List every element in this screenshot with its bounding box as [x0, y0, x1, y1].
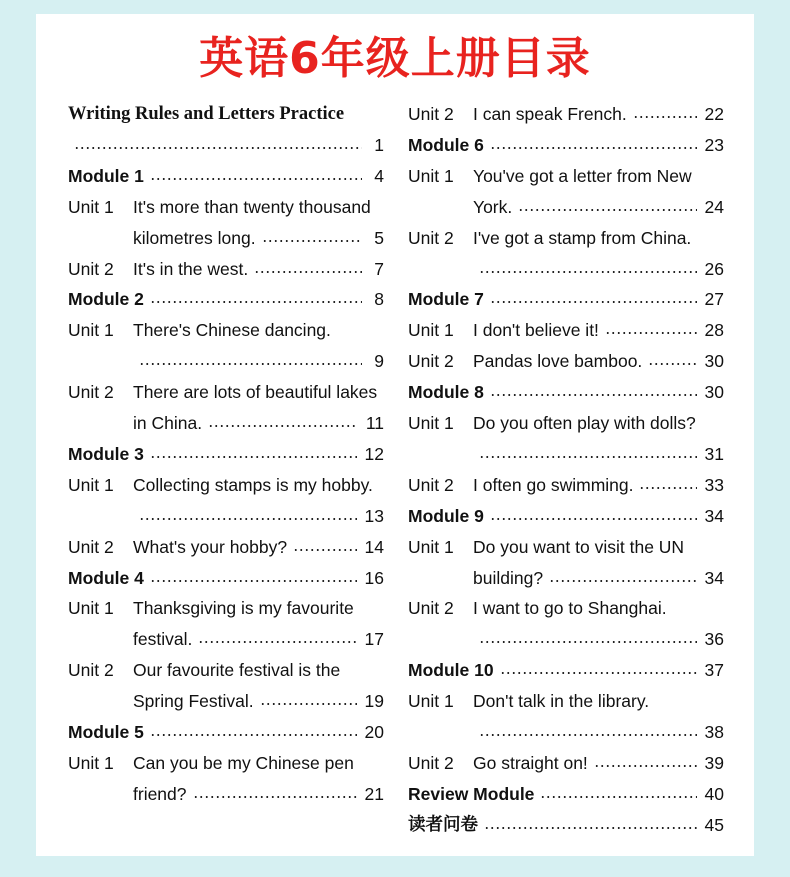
dot-leader	[150, 580, 357, 582]
toc-entry-module[interactable]	[408, 504, 724, 528]
unit-label: Unit 1	[68, 196, 114, 217]
page-number: 40	[704, 783, 724, 804]
module-label: Module 2	[68, 289, 144, 310]
page-number: 21	[364, 783, 384, 804]
unit-label: Unit 2	[408, 351, 454, 372]
dot-leader	[490, 394, 697, 396]
toc-entry-unit[interactable]	[68, 380, 384, 404]
dot-leader	[594, 765, 697, 767]
page-number: 11	[365, 413, 384, 433]
unit-label: Unit 1	[68, 598, 114, 619]
unit-title: It's more than twenty thousand	[133, 196, 371, 217]
page-number: 9	[374, 351, 384, 372]
dot-leader	[484, 827, 697, 829]
unit-title: building?	[473, 567, 544, 588]
toc-entry-unit[interactable]	[68, 627, 384, 651]
unit-title: in China.	[133, 413, 203, 433]
unit-title: There's Chinese dancing.	[133, 320, 331, 341]
unit-title: You've got a letter from New	[473, 165, 692, 186]
page-number: 20	[364, 722, 384, 742]
toc-entry-module[interactable]	[68, 720, 384, 744]
unit-label: Unit 2	[408, 227, 454, 248]
module-label: Module 6	[408, 134, 484, 155]
dot-leader	[260, 703, 357, 705]
page-number: 5	[374, 227, 384, 248]
page-number: 45	[704, 814, 724, 835]
toc-entry-unit[interactable]	[408, 318, 724, 342]
toc-entry-unit-page[interactable]	[408, 627, 724, 651]
unit-title: Can you be my Chinese pen	[133, 752, 354, 773]
dot-leader	[150, 734, 357, 736]
module-label: Module 8	[408, 382, 484, 403]
toc-entry-unit[interactable]	[68, 782, 384, 806]
unit-label: Unit 2	[408, 474, 454, 495]
page-number: 7	[374, 258, 384, 279]
dot-leader	[293, 549, 356, 551]
page-number: 30	[704, 351, 724, 372]
page-number: 33	[704, 474, 724, 495]
dot-leader	[139, 363, 362, 365]
dot-leader	[639, 487, 696, 489]
toc-entry-unit[interactable]	[408, 102, 724, 126]
toc-entry-unit[interactable]	[408, 473, 724, 497]
unit-label: Unit 2	[408, 598, 454, 619]
module-label: Module 5	[68, 722, 144, 742]
page-number: 30	[704, 382, 724, 403]
dot-leader	[490, 301, 697, 303]
unit-label: Unit 2	[68, 382, 114, 403]
module-label: Module 1	[68, 165, 144, 186]
unit-title: Do you often play with dolls?	[473, 413, 696, 433]
unit-title: I've got a stamp from China.	[473, 227, 692, 248]
unit-label: Unit 1	[408, 165, 454, 186]
module-label: 读者问卷	[408, 814, 478, 835]
toc-entry-writing-rules-page[interactable]	[68, 133, 384, 157]
unit-title: It's in the west.	[133, 258, 249, 279]
page-number: 34	[704, 567, 724, 588]
unit-title: Don't talk in the library.	[473, 691, 650, 712]
unit-label: Unit 2	[68, 536, 114, 557]
toc-entry-unit[interactable]	[408, 535, 724, 559]
unit-title: There are lots of beautiful lakes	[133, 382, 378, 403]
unit-title: York.	[473, 196, 513, 217]
page-number: 19	[364, 691, 384, 712]
page-number: 38	[704, 722, 724, 742]
toc-entry-unit[interactable]	[68, 257, 384, 281]
page-number: 8	[374, 289, 384, 310]
toc-entry-unit[interactable]	[408, 566, 724, 590]
dot-leader	[479, 271, 697, 273]
module-label: Module 9	[408, 505, 484, 526]
unit-title: What's your hobby?	[133, 536, 288, 557]
unit-label: Unit 1	[408, 320, 454, 341]
page-number: 12	[364, 443, 384, 464]
toc-entry-unit[interactable]	[408, 596, 724, 620]
toc-entry-unit[interactable]	[408, 411, 724, 435]
entry-title: Writing Rules and Letters Practice	[68, 104, 345, 124]
page-number: 16	[364, 567, 384, 588]
page-number: 13	[364, 505, 384, 526]
toc-entry-unit-page[interactable]	[408, 720, 724, 744]
unit-title: Go straight on!	[473, 752, 588, 773]
page-number: 28	[704, 320, 724, 341]
dot-leader	[605, 332, 697, 334]
toc-entry-module[interactable]	[408, 782, 724, 806]
page-number: 31	[704, 443, 724, 464]
dot-leader	[150, 301, 362, 303]
module-label: Module 7	[408, 289, 484, 310]
unit-title: Our favourite festival is the	[133, 660, 341, 681]
toc-entry-unit[interactable]	[68, 411, 384, 435]
toc-entry-module[interactable]	[408, 658, 724, 682]
toc-entry-unit-page[interactable]	[408, 442, 724, 466]
page-number: 4	[374, 165, 384, 186]
toc-entry-unit[interactable]	[68, 195, 384, 219]
dot-leader	[139, 518, 357, 520]
unit-title: Do you want to visit the UN	[473, 536, 685, 557]
toc-entry-unit[interactable]	[68, 751, 384, 775]
unit-title: I can speak French.	[473, 104, 627, 124]
toc-entry-module[interactable]	[68, 287, 384, 311]
dot-leader	[208, 425, 358, 427]
unit-title: kilometres long.	[133, 227, 256, 248]
page-number: 14	[364, 536, 384, 557]
toc-entry-unit[interactable]	[68, 318, 384, 342]
module-label: Module 3	[68, 443, 144, 464]
toc-entry-unit[interactable]	[68, 596, 384, 620]
unit-title: Pandas love bamboo.	[473, 351, 643, 372]
dot-leader	[193, 796, 357, 798]
toc-entry-unit[interactable]	[68, 658, 384, 682]
toc-entry-module[interactable]	[408, 133, 724, 157]
dot-leader	[500, 672, 697, 674]
dot-leader	[198, 641, 356, 643]
dot-leader	[540, 796, 696, 798]
toc-entry-unit[interactable]	[408, 195, 724, 219]
module-label: Review Module	[408, 783, 535, 804]
toc-entry-module[interactable]	[68, 442, 384, 466]
dot-leader	[490, 518, 697, 520]
toc-entry-unit[interactable]	[408, 349, 724, 373]
toc-entry-module[interactable]	[408, 380, 724, 404]
toc-entry-unit[interactable]	[408, 164, 724, 188]
dot-leader	[262, 240, 362, 242]
page-number: 17	[364, 629, 384, 650]
dot-leader	[479, 641, 697, 643]
unit-label: Unit 1	[68, 474, 114, 495]
page-number: 24	[704, 196, 724, 217]
toc-entry-module[interactable]	[68, 566, 384, 590]
page-number: 23	[704, 134, 724, 155]
unit-label: Unit 2	[68, 258, 114, 279]
unit-title: festival.	[133, 629, 193, 650]
unit-label: Unit 2	[408, 752, 454, 773]
page-number: 22	[704, 104, 724, 124]
dot-leader	[518, 209, 696, 211]
unit-title: Collecting stamps is my hobby.	[133, 474, 373, 495]
unit-label: Unit 2	[408, 104, 454, 124]
unit-title: I don't believe it!	[473, 320, 599, 341]
toc-entry-unit[interactable]	[408, 689, 724, 713]
dot-leader	[479, 734, 697, 736]
dot-leader	[648, 363, 696, 365]
page-number: 37	[704, 660, 724, 681]
dot-leader	[254, 271, 362, 273]
page-title: 英语6年级上册目录	[199, 33, 591, 84]
unit-label: Unit 1	[68, 320, 114, 341]
toc-entry-unit[interactable]	[68, 226, 384, 250]
dot-leader	[150, 178, 362, 180]
unit-label: Unit 1	[408, 691, 454, 712]
dot-leader	[549, 580, 696, 582]
toc-entry-writing-rules[interactable]	[68, 102, 384, 126]
unit-title: I want to go to Shanghai.	[473, 598, 667, 619]
toc-entry-unit[interactable]	[68, 689, 384, 713]
unit-label: Unit 1	[408, 413, 454, 433]
toc-entry-module[interactable]	[408, 813, 724, 837]
page-number: 26	[704, 258, 724, 279]
toc-entry-unit[interactable]	[408, 751, 724, 775]
unit-label: Unit 2	[68, 660, 114, 681]
unit-label: Unit 1	[68, 752, 114, 773]
toc-entry-module[interactable]	[408, 287, 724, 311]
toc-entry-unit-page[interactable]	[68, 504, 384, 528]
dot-leader	[490, 147, 697, 149]
dot-leader	[479, 456, 697, 458]
module-label: Module 4	[68, 567, 144, 588]
toc-entry-unit[interactable]	[68, 473, 384, 497]
page-number: 34	[704, 505, 724, 526]
toc-entry-unit-page[interactable]	[68, 349, 384, 373]
dot-leader	[150, 456, 357, 458]
dot-leader	[633, 116, 697, 118]
unit-title: friend?	[133, 783, 187, 804]
toc-entry-unit[interactable]	[408, 226, 724, 250]
unit-title: I often go swimming.	[473, 474, 634, 495]
toc-entry-unit[interactable]	[68, 535, 384, 559]
page-number: 39	[704, 752, 724, 773]
page-number: 36	[704, 629, 724, 650]
unit-title: Thanksgiving is my favourite	[133, 598, 354, 619]
unit-label: Unit 1	[408, 536, 454, 557]
dot-leader	[74, 147, 362, 149]
unit-title: Spring Festival.	[133, 691, 254, 712]
toc-entry-module[interactable]	[68, 164, 384, 188]
page-number: 1	[374, 134, 384, 155]
page-number: 27	[704, 289, 724, 310]
toc-entry-unit-page[interactable]	[408, 257, 724, 281]
module-label: Module 10	[408, 660, 494, 681]
